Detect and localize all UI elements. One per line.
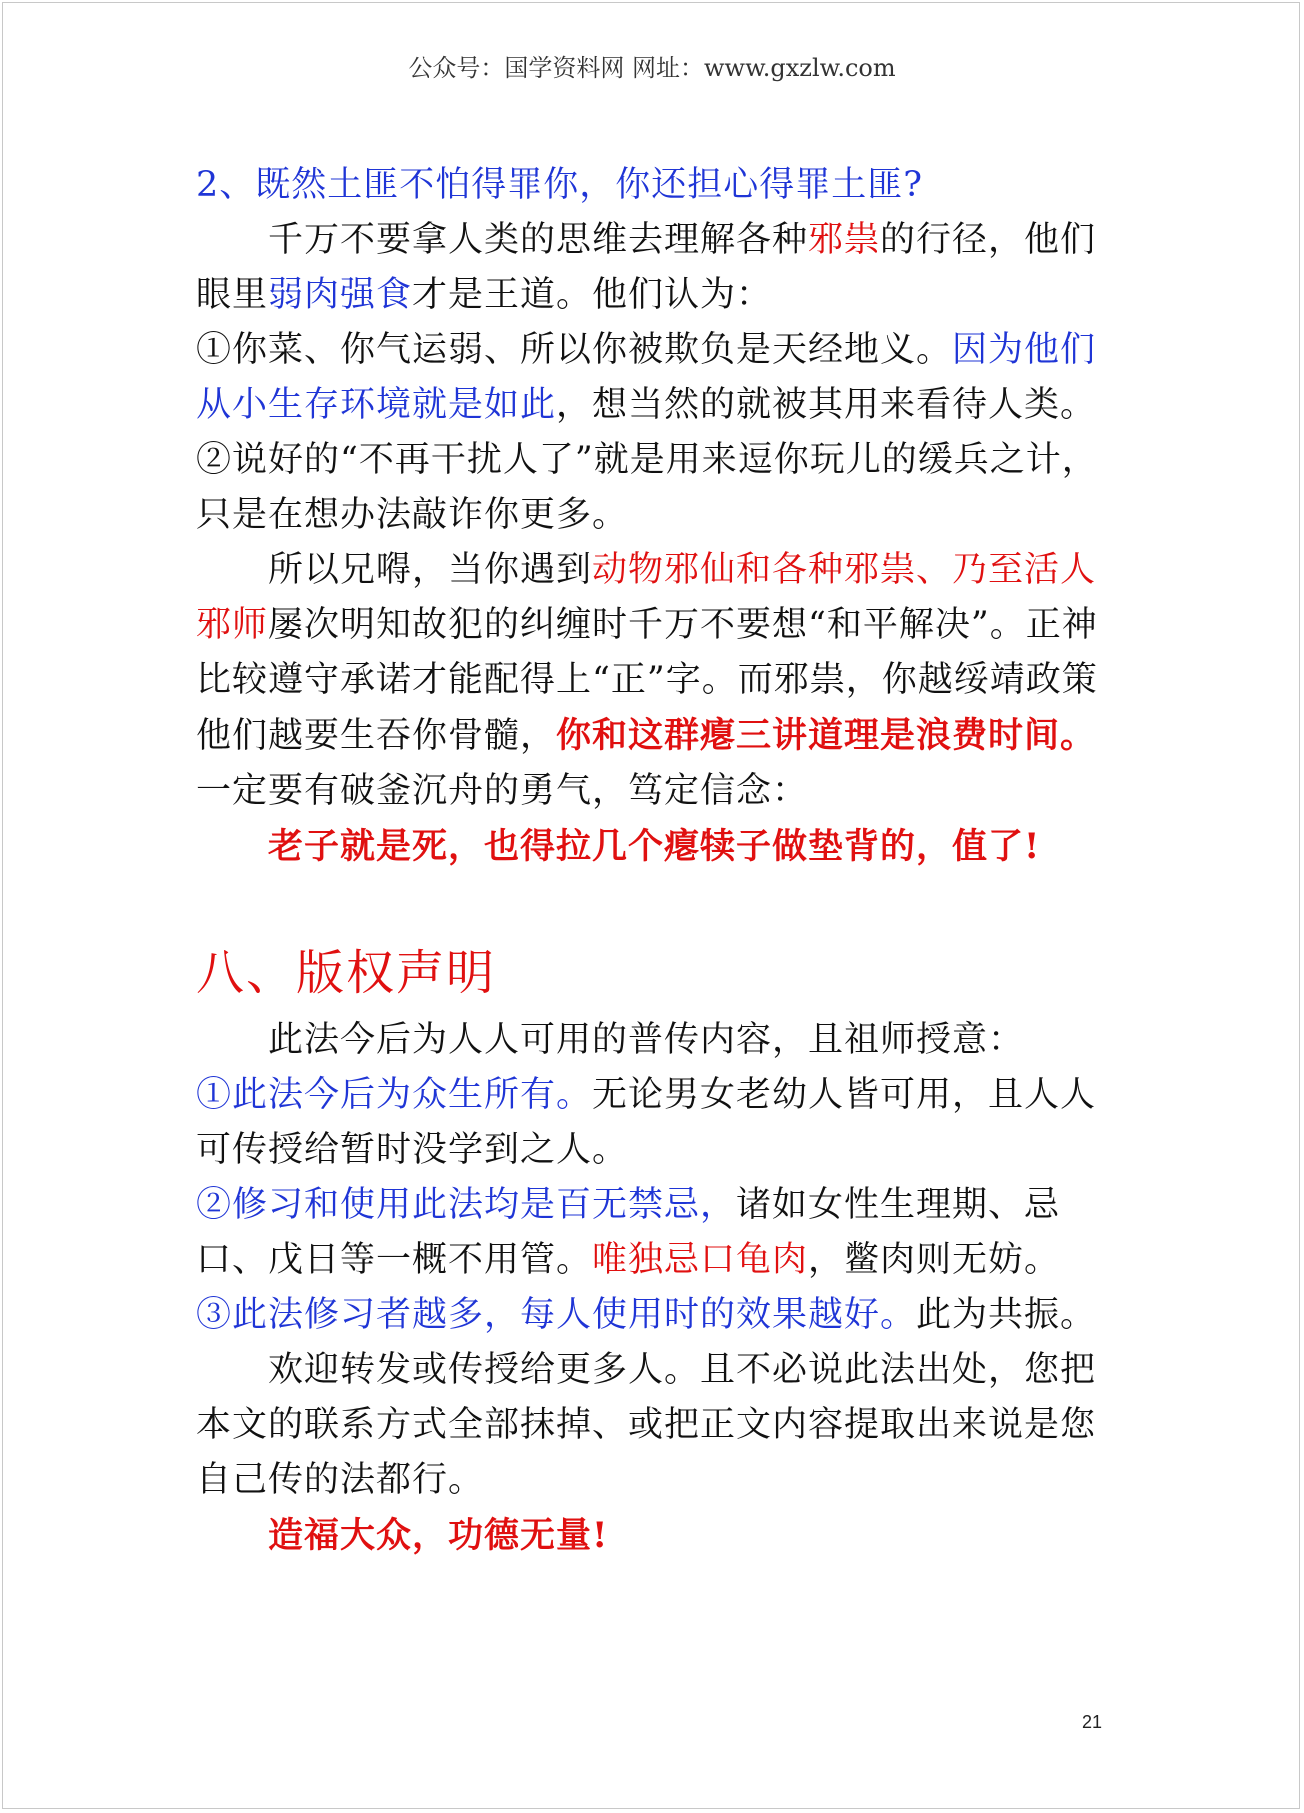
highlight-blue: ①此法今后为众生所有。: [196, 1075, 593, 1115]
text-run: ，想当然的就被其用来看待人类。: [556, 385, 1097, 425]
text-run: ①你菜、你气运弱、所以你被欺负是天经地义。: [196, 330, 953, 370]
text-run: 屡次明知故犯的纠缠时千万不要想“和平解决”。正神比较遵守承诺才能配得上“正”字。而邪祟，你越绥靖政策他们越要生吞你骨髓，: [196, 605, 1098, 756]
highlight-blue: ③此法修习者越多，每人使用时的效果越好。: [196, 1295, 917, 1335]
text-run: 诸如女性生理期、忌口、戊日等一概不用管。: [196, 1185, 1061, 1280]
text-run: 的行径，他们眼里: [196, 220, 1097, 315]
page-header: 公众号：国学资料网 网址：www.gxzlw.com: [408, 54, 896, 82]
text-run: 才是王道。他们认为：: [412, 275, 773, 315]
highlight-red: 唯独忌口龟肉: [592, 1240, 809, 1280]
paragraph-6: [196, 1068, 1108, 1178]
emphasis-line: 老子就是死，也得拉几个瘪犊子做垫背的，值了!: [268, 826, 1041, 867]
paragraph-2: [196, 323, 1108, 433]
section-title: 八、版权声明: [196, 945, 497, 1001]
paragraph-4: [196, 543, 1108, 819]
subsection-title: 2、既然土匪不怕得罪你，你还担心得罪土匪?: [196, 165, 924, 205]
paragraph-3: ②说好的“不再干扰人了”就是用来逗你玩儿的缓兵之计，只是在想办法敲诈你更多。: [196, 440, 1098, 535]
page-content: [196, 158, 1108, 1563]
highlight-red-bold: 你和这群瘪三讲道理是浪费时间。: [556, 715, 1097, 756]
closing-line: 造福大众，功德无量!: [268, 1515, 609, 1556]
paragraph-7: [196, 1178, 1108, 1288]
page-number: 21: [1082, 1712, 1103, 1732]
paragraph-8: [196, 1288, 1108, 1343]
text-run: 千万不要拿人类的思维去理解各种: [268, 220, 809, 260]
highlight-red: 邪祟: [808, 220, 881, 260]
highlight-red: 动物邪仙和各种邪祟、乃至活人邪师: [196, 550, 1097, 645]
text-run: ，鳖肉则无妨。: [808, 1240, 1061, 1280]
text-run: 一定要有破釜沉舟的勇气，笃定信念：: [196, 771, 809, 811]
highlight-blue: 弱肉强食: [268, 275, 413, 315]
highlight-blue: ②修习和使用此法均是百无禁忌，: [196, 1185, 737, 1225]
paragraph-9: 欢迎转发或传授给更多人。且不必说此法出处，您把本文的联系方式全部抹掉、或把正文内容提取出来说是您自己传的法都行。: [196, 1350, 1097, 1500]
text-run: 无论男女老幼人皆可用，且人人可传授给暂时没学到之人。: [196, 1075, 1097, 1170]
highlight-blue: 因为他们从小生存环境就是如此: [196, 330, 1097, 425]
paragraph-5: 此法今后为人人可用的普传内容，且祖师授意：: [268, 1020, 1025, 1060]
spacer: [196, 874, 1108, 929]
paragraph-1: [196, 213, 1108, 323]
text-run: 此为共振。: [916, 1295, 1097, 1335]
text-run: 所以兄嘚，当你遇到: [268, 550, 593, 590]
